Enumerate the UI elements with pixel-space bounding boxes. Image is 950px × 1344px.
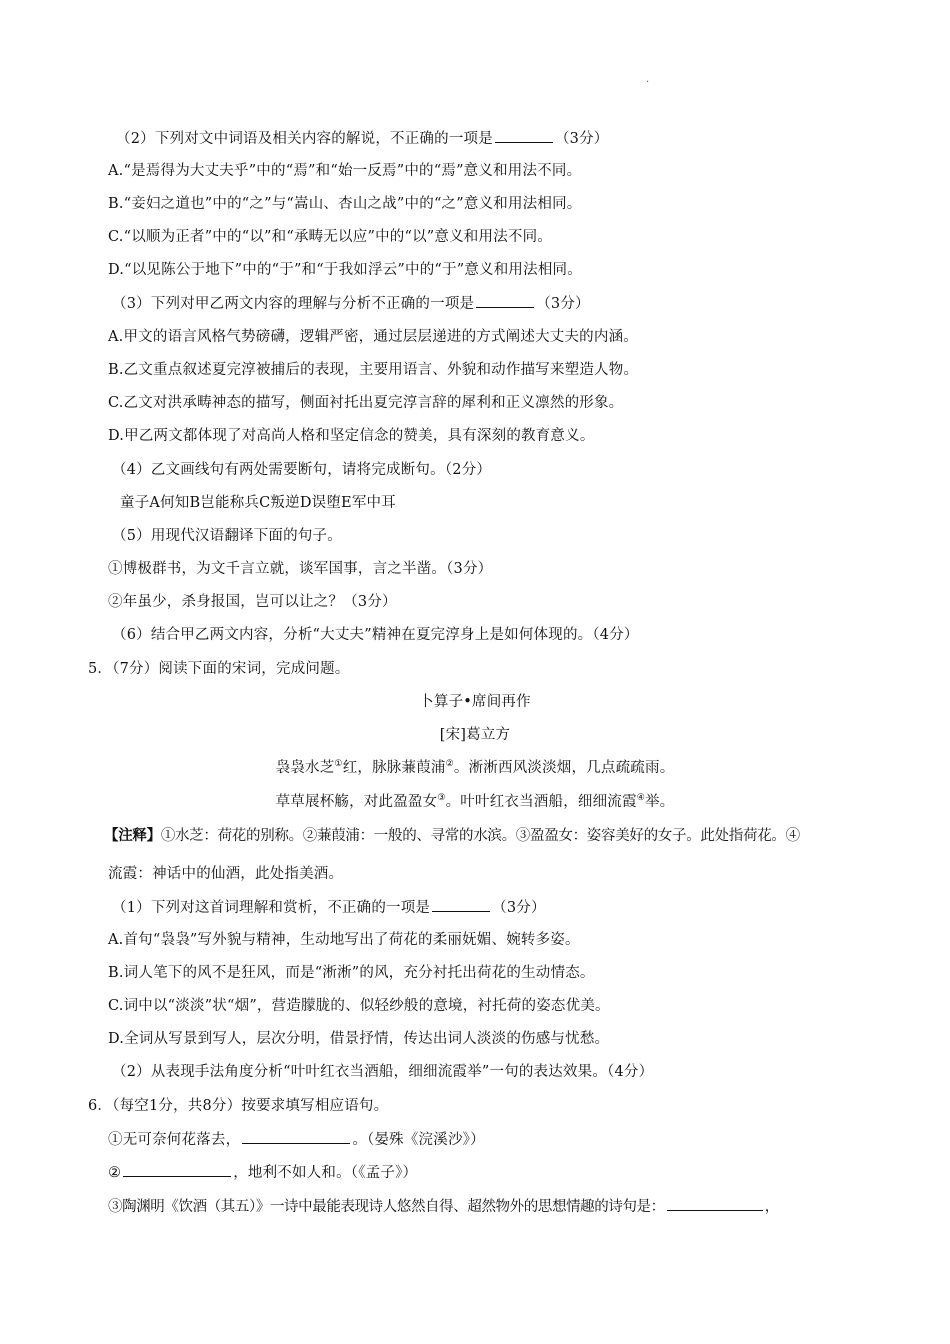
q4-s5-item-2: ②年虽少，杀身报国，岂可以让之？（3分） bbox=[108, 594, 397, 610]
q6-header: 6．（每空1分，共8分）按要求填写相应语句。 bbox=[88, 1098, 389, 1114]
answer-blank[interactable] bbox=[495, 128, 553, 143]
q5-s1-stem: （1）下列对这首词理解和赏析，不正确的一项是 （3分） bbox=[112, 897, 546, 918]
q4-s5-item-1: ①博极群书，为文千言立就，谈军国事，言之半凿。（3分） bbox=[108, 561, 493, 577]
q4-s6-stem: （6）结合甲乙两文内容，分析“大丈夫”精神在夏完淳身上是如何体现的。（4分） bbox=[112, 627, 639, 643]
q4-s5-stem: （5）用现代汉语翻译下面的句子。 bbox=[112, 528, 342, 544]
q4-s2-stem: （2）下列对文中词语及相关内容的解说，不正确的一项是 （3分） bbox=[116, 128, 608, 149]
answer-blank[interactable] bbox=[432, 897, 490, 912]
q4-s3-option-a: A.甲文的语言风格气势磅礴，逻辑严密，通过层层递进的方式阐述大丈夫的内涵。 bbox=[108, 329, 638, 345]
page-dot: . bbox=[646, 74, 650, 85]
poem-notes-cont: 流霞：神话中的仙酒，此处指美酒。 bbox=[108, 866, 344, 882]
q4-s3-stem: （3）下列对甲乙两文内容的理解与分析不正确的一项是 （3分） bbox=[112, 293, 590, 314]
q5-s1-option-a: A.首句“袅袅”写外貌与精神，生动地写出了荷花的柔丽妩媚、婉转多姿。 bbox=[108, 932, 580, 948]
q6-item-2: ② ，地利不如人和。（《孟子》） bbox=[108, 1162, 417, 1183]
q4-s3-option-d: D.甲乙两文都体现了对高尚人格和坚定信念的赞美，具有深刻的教育意义。 bbox=[108, 428, 595, 444]
poem-title: 卜算子•席间再作 bbox=[419, 694, 531, 710]
q4-s3-option-b: B.乙文重点叙述夏完淳被捕后的表现，主要用语言、外貌和动作描写来塑造人物。 bbox=[108, 362, 639, 378]
q5-s1-option-c: C.词中以“淡淡”状“烟”，营造朦胧的、似轻纱般的意境，衬托荷的姿态优美。 bbox=[108, 998, 610, 1014]
poem-notes: 【注释】①水芝：荷花的别称。②蒹葭浦：一般的、寻常的水滨。③盈盈女：姿容美好的女子。此处指荷花。④ bbox=[104, 827, 800, 844]
q4-s4-stem: （4）乙文画线句有两处需要断句，请将完成断句。（2分） bbox=[112, 462, 492, 478]
answer-blank[interactable] bbox=[242, 1129, 350, 1144]
q4-s4-sentence: 童子A何知B岂能称兵C叛逆D误堕E军中耳 bbox=[120, 495, 396, 511]
poem-line-1: 袅袅水芝①红，脉脉蒹葭浦②。淅淅西风淡淡烟，几点疏疏雨。 bbox=[275, 759, 675, 776]
q4-s2-option-d: D.“以见陈公于地下”中的“于”和“于我如浮云”中的“于”意义和用法相同。 bbox=[108, 262, 582, 278]
q4-s2-option-b: B.“妾妇之道也”中的“之”与“嵩山、杏山之战”中的“之”意义和用法相同。 bbox=[108, 196, 582, 212]
q5-s2-stem: （2）从表现手法角度分析“叶叶红衣当酒船，细细流霞举”一句的表达效果。（4分） bbox=[112, 1064, 654, 1080]
q4-s2-option-a: A.“是焉得为大丈夫乎”中的“焉”和“始一反焉”中的“焉”意义和用法不同。 bbox=[108, 163, 582, 179]
q4-s2-option-c: C.“以顺为正者”中的“以”和“承畴无以应”中的“以”意义和用法不同。 bbox=[108, 229, 552, 245]
q5-s1-option-b: B.词人笔下的风不是狂风，而是“淅淅”的风，充分衬托出荷花的生动情态。 bbox=[108, 965, 595, 981]
answer-blank[interactable] bbox=[123, 1162, 231, 1177]
answer-blank[interactable] bbox=[667, 1196, 763, 1211]
q4-s3-option-c: C.乙文对洪承畴神态的描写，侧面衬托出夏完淳言辞的犀利和正义凛然的形象。 bbox=[108, 395, 624, 411]
q6-item-1: ①无可奈何花落去， 。（晏殊《浣溪沙》） bbox=[108, 1129, 485, 1150]
q5-header: 5．（7分）阅读下面的宋词，完成问题。 bbox=[88, 661, 350, 677]
poem-author: [宋]葛立方 bbox=[439, 727, 511, 743]
poem-line-2: 草草展杯觞，对此盈盈女③。叶叶红衣当酒船，细细流霞④举。 bbox=[275, 793, 675, 810]
answer-blank[interactable] bbox=[476, 293, 534, 308]
q6-item-3: ③陶渊明《饮酒（其五）》一诗中最能表现诗人悠然自得、超然物外的思想情趣的诗句是： ， bbox=[108, 1196, 779, 1217]
q5-s1-option-d: D.全词从写景到写人，层次分明，借景抒情，传达出词人淡淡的伤感与忧愁。 bbox=[108, 1031, 610, 1047]
